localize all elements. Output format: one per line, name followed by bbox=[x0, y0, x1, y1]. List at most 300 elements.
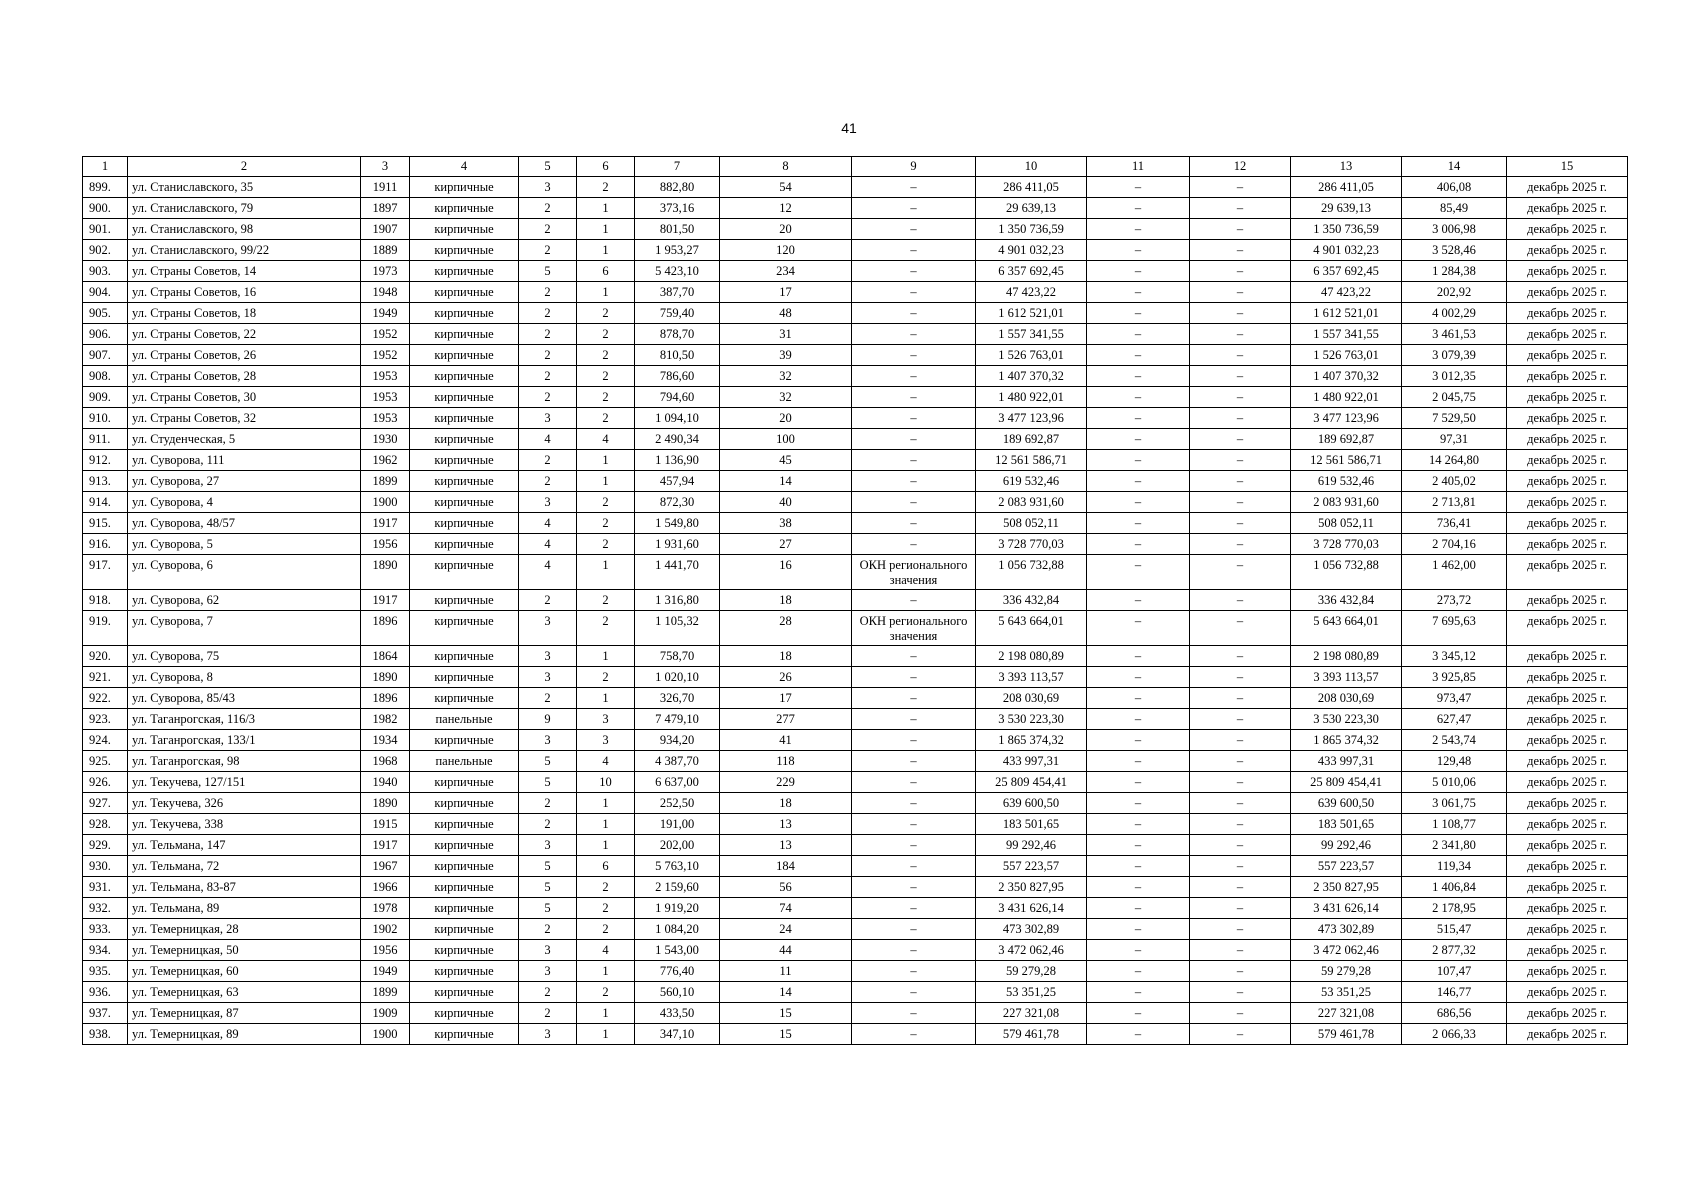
cell-residents: 18 bbox=[720, 590, 852, 611]
cell-col-11: – bbox=[1087, 513, 1190, 534]
cell-wall-material: кирпичные bbox=[410, 982, 519, 1003]
cell-address: ул. Суворова, 4 bbox=[128, 492, 361, 513]
cell-residents: 54 bbox=[720, 177, 852, 198]
cell-floors: 2 bbox=[519, 471, 577, 492]
column-header-11: 11 bbox=[1087, 157, 1190, 177]
cell-col-11: – bbox=[1087, 688, 1190, 709]
cell-area: 1 543,00 bbox=[635, 940, 720, 961]
cell-cost-per-sqm: 2 045,75 bbox=[1402, 387, 1507, 408]
cell-entrances: 2 bbox=[577, 345, 635, 366]
cell-col-12: – bbox=[1190, 219, 1291, 240]
column-header-1: 1 bbox=[83, 157, 128, 177]
cell-year-built: 1966 bbox=[361, 877, 410, 898]
column-header-9: 9 bbox=[852, 157, 976, 177]
cell-col-12: – bbox=[1190, 646, 1291, 667]
cell-col-12: – bbox=[1190, 303, 1291, 324]
cell-area: 1 441,70 bbox=[635, 555, 720, 590]
cell-col-12: – bbox=[1190, 835, 1291, 856]
cell-total-cost: 619 532,46 bbox=[1291, 471, 1402, 492]
cell-deadline: декабрь 2025 г. bbox=[1507, 730, 1628, 751]
table-row bbox=[83, 646, 1628, 667]
cell-residents: 14 bbox=[720, 471, 852, 492]
cell-col-11: – bbox=[1087, 219, 1190, 240]
table-row bbox=[83, 940, 1628, 961]
cell-address: ул. Студенческая, 5 bbox=[128, 429, 361, 450]
cell-heritage-status: – bbox=[852, 387, 976, 408]
cell-wall-material: кирпичные bbox=[410, 492, 519, 513]
column-header-3: 3 bbox=[361, 157, 410, 177]
cell-deadline: декабрь 2025 г. bbox=[1507, 324, 1628, 345]
cell-deadline: декабрь 2025 г. bbox=[1507, 282, 1628, 303]
cell-address: ул. Суворова, 111 bbox=[128, 450, 361, 471]
table-row bbox=[83, 877, 1628, 898]
table-row bbox=[83, 751, 1628, 772]
cell-area: 1 084,20 bbox=[635, 919, 720, 940]
cell-deadline: декабрь 2025 г. bbox=[1507, 898, 1628, 919]
table-row bbox=[83, 366, 1628, 387]
cell-residents: 18 bbox=[720, 646, 852, 667]
cell-total-cost: 473 302,89 bbox=[1291, 919, 1402, 940]
cell-col-12: – bbox=[1190, 324, 1291, 345]
cell-row-number: 925. bbox=[83, 751, 128, 772]
cell-entrances: 1 bbox=[577, 961, 635, 982]
cell-residents: 32 bbox=[720, 387, 852, 408]
cell-total-cost: 12 561 586,71 bbox=[1291, 450, 1402, 471]
cell-floors: 3 bbox=[519, 408, 577, 429]
cell-col-11: – bbox=[1087, 282, 1190, 303]
cell-cost: 189 692,87 bbox=[976, 429, 1087, 450]
cell-wall-material: кирпичные bbox=[410, 387, 519, 408]
cell-cost-per-sqm: 3 079,39 bbox=[1402, 345, 1507, 366]
cell-floors: 3 bbox=[519, 492, 577, 513]
table-row bbox=[83, 1024, 1628, 1045]
cell-address: ул. Суворова, 85/43 bbox=[128, 688, 361, 709]
cell-wall-material: кирпичные bbox=[410, 366, 519, 387]
cell-entrances: 4 bbox=[577, 751, 635, 772]
cell-wall-material: кирпичные bbox=[410, 471, 519, 492]
cell-col-12: – bbox=[1190, 961, 1291, 982]
cell-floors: 5 bbox=[519, 261, 577, 282]
cell-wall-material: кирпичные bbox=[410, 590, 519, 611]
cell-cost: 557 223,57 bbox=[976, 856, 1087, 877]
cell-area: 202,00 bbox=[635, 835, 720, 856]
cell-area: 786,60 bbox=[635, 366, 720, 387]
table-row bbox=[83, 835, 1628, 856]
cell-residents: 38 bbox=[720, 513, 852, 534]
cell-cost: 286 411,05 bbox=[976, 177, 1087, 198]
cell-address: ул. Страны Советов, 14 bbox=[128, 261, 361, 282]
cell-address: ул. Темерницкая, 28 bbox=[128, 919, 361, 940]
cell-address: ул. Суворова, 5 bbox=[128, 534, 361, 555]
cell-cost-per-sqm: 2 066,33 bbox=[1402, 1024, 1507, 1045]
cell-row-number: 916. bbox=[83, 534, 128, 555]
cell-row-number: 914. bbox=[83, 492, 128, 513]
cell-cost-per-sqm: 736,41 bbox=[1402, 513, 1507, 534]
cell-floors: 2 bbox=[519, 219, 577, 240]
cell-wall-material: кирпичные bbox=[410, 919, 519, 940]
cell-year-built: 1896 bbox=[361, 688, 410, 709]
cell-deadline: декабрь 2025 г. bbox=[1507, 534, 1628, 555]
cell-total-cost: 508 052,11 bbox=[1291, 513, 1402, 534]
cell-year-built: 1890 bbox=[361, 667, 410, 688]
cell-row-number: 901. bbox=[83, 219, 128, 240]
cell-col-12: – bbox=[1190, 240, 1291, 261]
cell-address: ул. Суворова, 48/57 bbox=[128, 513, 361, 534]
cell-entrances: 2 bbox=[577, 877, 635, 898]
cell-col-12: – bbox=[1190, 513, 1291, 534]
cell-cost-per-sqm: 515,47 bbox=[1402, 919, 1507, 940]
cell-col-12: – bbox=[1190, 534, 1291, 555]
cell-cost-per-sqm: 4 002,29 bbox=[1402, 303, 1507, 324]
cell-address: ул. Суворова, 62 bbox=[128, 590, 361, 611]
cell-deadline: декабрь 2025 г. bbox=[1507, 772, 1628, 793]
table-row bbox=[83, 1003, 1628, 1024]
cell-col-11: – bbox=[1087, 709, 1190, 730]
cell-col-11: – bbox=[1087, 1003, 1190, 1024]
cell-year-built: 1949 bbox=[361, 303, 410, 324]
cell-residents: 27 bbox=[720, 534, 852, 555]
cell-entrances: 1 bbox=[577, 646, 635, 667]
cell-address: ул. Тельмана, 72 bbox=[128, 856, 361, 877]
cell-year-built: 1911 bbox=[361, 177, 410, 198]
table-row bbox=[83, 450, 1628, 471]
cell-row-number: 902. bbox=[83, 240, 128, 261]
cell-cost-per-sqm: 2 405,02 bbox=[1402, 471, 1507, 492]
cell-col-11: – bbox=[1087, 835, 1190, 856]
cell-address: ул. Станиславского, 79 bbox=[128, 198, 361, 219]
cell-wall-material: кирпичные bbox=[410, 688, 519, 709]
cell-cost: 1 557 341,55 bbox=[976, 324, 1087, 345]
cell-heritage-status: – bbox=[852, 324, 976, 345]
cell-total-cost: 183 501,65 bbox=[1291, 814, 1402, 835]
cell-year-built: 1899 bbox=[361, 471, 410, 492]
cell-cost-per-sqm: 97,31 bbox=[1402, 429, 1507, 450]
cell-row-number: 934. bbox=[83, 940, 128, 961]
cell-col-12: – bbox=[1190, 345, 1291, 366]
cell-col-11: – bbox=[1087, 240, 1190, 261]
cell-cost-per-sqm: 2 178,95 bbox=[1402, 898, 1507, 919]
cell-heritage-status: – bbox=[852, 835, 976, 856]
cell-residents: 15 bbox=[720, 1024, 852, 1045]
cell-cost-per-sqm: 7 695,63 bbox=[1402, 611, 1507, 646]
cell-cost: 25 809 454,41 bbox=[976, 772, 1087, 793]
cell-cost: 619 532,46 bbox=[976, 471, 1087, 492]
cell-cost: 4 901 032,23 bbox=[976, 240, 1087, 261]
cell-year-built: 1956 bbox=[361, 534, 410, 555]
cell-row-number: 910. bbox=[83, 408, 128, 429]
cell-wall-material: кирпичные bbox=[410, 324, 519, 345]
cell-address: ул. Станиславского, 35 bbox=[128, 177, 361, 198]
cell-floors: 5 bbox=[519, 856, 577, 877]
cell-area: 1 549,80 bbox=[635, 513, 720, 534]
cell-total-cost: 2 083 931,60 bbox=[1291, 492, 1402, 513]
cell-entrances: 1 bbox=[577, 450, 635, 471]
cell-year-built: 1968 bbox=[361, 751, 410, 772]
cell-heritage-status: – bbox=[852, 961, 976, 982]
cell-wall-material: кирпичные bbox=[410, 1003, 519, 1024]
cell-heritage-status: – bbox=[852, 1024, 976, 1045]
cell-entrances: 2 bbox=[577, 982, 635, 1003]
cell-row-number: 931. bbox=[83, 877, 128, 898]
cell-wall-material: кирпичные bbox=[410, 513, 519, 534]
cell-deadline: декабрь 2025 г. bbox=[1507, 450, 1628, 471]
cell-year-built: 1940 bbox=[361, 772, 410, 793]
cell-total-cost: 208 030,69 bbox=[1291, 688, 1402, 709]
cell-residents: 229 bbox=[720, 772, 852, 793]
table-row bbox=[83, 534, 1628, 555]
cell-residents: 40 bbox=[720, 492, 852, 513]
cell-address: ул. Тельмана, 83-87 bbox=[128, 877, 361, 898]
cell-deadline: декабрь 2025 г. bbox=[1507, 345, 1628, 366]
cell-row-number: 923. bbox=[83, 709, 128, 730]
cell-col-12: – bbox=[1190, 898, 1291, 919]
cell-deadline: декабрь 2025 г. bbox=[1507, 513, 1628, 534]
cell-cost: 2 350 827,95 bbox=[976, 877, 1087, 898]
cell-deadline: декабрь 2025 г. bbox=[1507, 667, 1628, 688]
cell-cost: 208 030,69 bbox=[976, 688, 1087, 709]
cell-address: ул. Станиславского, 98 bbox=[128, 219, 361, 240]
cell-residents: 13 bbox=[720, 814, 852, 835]
cell-wall-material: кирпичные bbox=[410, 898, 519, 919]
cell-col-12: – bbox=[1190, 261, 1291, 282]
cell-col-12: – bbox=[1190, 387, 1291, 408]
cell-address: ул. Таганрогская, 116/3 bbox=[128, 709, 361, 730]
cell-row-number: 920. bbox=[83, 646, 128, 667]
cell-col-12: – bbox=[1190, 814, 1291, 835]
cell-cost-per-sqm: 1 406,84 bbox=[1402, 877, 1507, 898]
table-row bbox=[83, 898, 1628, 919]
cell-cost: 12 561 586,71 bbox=[976, 450, 1087, 471]
cell-deadline: декабрь 2025 г. bbox=[1507, 366, 1628, 387]
cell-address: ул. Текучева, 127/151 bbox=[128, 772, 361, 793]
table-row bbox=[83, 282, 1628, 303]
cell-floors: 3 bbox=[519, 835, 577, 856]
cell-cost-per-sqm: 686,56 bbox=[1402, 1003, 1507, 1024]
cell-deadline: декабрь 2025 г. bbox=[1507, 961, 1628, 982]
cell-cost-per-sqm: 14 264,80 bbox=[1402, 450, 1507, 471]
cell-cost-per-sqm: 2 713,81 bbox=[1402, 492, 1507, 513]
cell-col-11: – bbox=[1087, 814, 1190, 835]
cell-col-12: – bbox=[1190, 730, 1291, 751]
cell-address: ул. Суворова, 6 bbox=[128, 555, 361, 590]
cell-year-built: 1900 bbox=[361, 1024, 410, 1045]
cell-floors: 2 bbox=[519, 590, 577, 611]
cell-col-12: – bbox=[1190, 450, 1291, 471]
cell-year-built: 1967 bbox=[361, 856, 410, 877]
cell-wall-material: кирпичные bbox=[410, 877, 519, 898]
table-header-row bbox=[83, 157, 1628, 177]
cell-year-built: 1978 bbox=[361, 898, 410, 919]
cell-area: 882,80 bbox=[635, 177, 720, 198]
cell-cost-per-sqm: 273,72 bbox=[1402, 590, 1507, 611]
column-header-14: 14 bbox=[1402, 157, 1507, 177]
cell-entrances: 1 bbox=[577, 219, 635, 240]
cell-heritage-status: – bbox=[852, 261, 976, 282]
table-row bbox=[83, 345, 1628, 366]
cell-floors: 2 bbox=[519, 1003, 577, 1024]
cell-cost-per-sqm: 2 877,32 bbox=[1402, 940, 1507, 961]
cell-floors: 3 bbox=[519, 961, 577, 982]
cell-deadline: декабрь 2025 г. bbox=[1507, 1003, 1628, 1024]
cell-deadline: декабрь 2025 г. bbox=[1507, 814, 1628, 835]
cell-deadline: декабрь 2025 г. bbox=[1507, 240, 1628, 261]
cell-cost: 639 600,50 bbox=[976, 793, 1087, 814]
cell-area: 4 387,70 bbox=[635, 751, 720, 772]
cell-residents: 184 bbox=[720, 856, 852, 877]
table-row bbox=[83, 387, 1628, 408]
cell-year-built: 1917 bbox=[361, 513, 410, 534]
cell-col-11: – bbox=[1087, 793, 1190, 814]
cell-address: ул. Страны Советов, 22 bbox=[128, 324, 361, 345]
table-row bbox=[83, 856, 1628, 877]
cell-cost-per-sqm: 146,77 bbox=[1402, 982, 1507, 1003]
cell-cost-per-sqm: 973,47 bbox=[1402, 688, 1507, 709]
cell-area: 560,10 bbox=[635, 982, 720, 1003]
cell-entrances: 1 bbox=[577, 793, 635, 814]
column-header-4: 4 bbox=[410, 157, 519, 177]
cell-floors: 5 bbox=[519, 751, 577, 772]
cell-col-12: – bbox=[1190, 793, 1291, 814]
cell-col-11: – bbox=[1087, 877, 1190, 898]
cell-year-built: 1896 bbox=[361, 611, 410, 646]
cell-row-number: 918. bbox=[83, 590, 128, 611]
cell-heritage-status: – bbox=[852, 345, 976, 366]
cell-total-cost: 3 728 770,03 bbox=[1291, 534, 1402, 555]
cell-row-number: 919. bbox=[83, 611, 128, 646]
cell-year-built: 1915 bbox=[361, 814, 410, 835]
cell-floors: 2 bbox=[519, 919, 577, 940]
cell-col-12: – bbox=[1190, 709, 1291, 730]
cell-cost-per-sqm: 1 284,38 bbox=[1402, 261, 1507, 282]
cell-total-cost: 3 530 223,30 bbox=[1291, 709, 1402, 730]
cell-residents: 48 bbox=[720, 303, 852, 324]
cell-cost: 6 357 692,45 bbox=[976, 261, 1087, 282]
cell-year-built: 1952 bbox=[361, 324, 410, 345]
cell-wall-material: панельные bbox=[410, 751, 519, 772]
cell-total-cost: 3 477 123,96 bbox=[1291, 408, 1402, 429]
cell-floors: 3 bbox=[519, 646, 577, 667]
cell-col-11: – bbox=[1087, 387, 1190, 408]
cell-heritage-status: – bbox=[852, 667, 976, 688]
cell-col-11: – bbox=[1087, 492, 1190, 513]
cell-col-12: – bbox=[1190, 751, 1291, 772]
cell-residents: 20 bbox=[720, 219, 852, 240]
cell-wall-material: кирпичные bbox=[410, 240, 519, 261]
cell-heritage-status: – bbox=[852, 730, 976, 751]
cell-cost: 1 056 732,88 bbox=[976, 555, 1087, 590]
cell-col-12: – bbox=[1190, 688, 1291, 709]
cell-cost: 1 350 736,59 bbox=[976, 219, 1087, 240]
cell-floors: 5 bbox=[519, 772, 577, 793]
cell-col-12: – bbox=[1190, 856, 1291, 877]
cell-heritage-status: – bbox=[852, 177, 976, 198]
cell-col-12: – bbox=[1190, 366, 1291, 387]
cell-floors: 5 bbox=[519, 898, 577, 919]
cell-total-cost: 227 321,08 bbox=[1291, 1003, 1402, 1024]
cell-entrances: 2 bbox=[577, 177, 635, 198]
cell-area: 6 637,00 bbox=[635, 772, 720, 793]
cell-deadline: декабрь 2025 г. bbox=[1507, 940, 1628, 961]
cell-row-number: 908. bbox=[83, 366, 128, 387]
cell-area: 1 953,27 bbox=[635, 240, 720, 261]
table-row bbox=[83, 198, 1628, 219]
cell-cost: 1 407 370,32 bbox=[976, 366, 1087, 387]
cell-col-11: – bbox=[1087, 198, 1190, 219]
table-row bbox=[83, 667, 1628, 688]
cell-deadline: декабрь 2025 г. bbox=[1507, 219, 1628, 240]
table-row bbox=[83, 513, 1628, 534]
cell-deadline: декабрь 2025 г. bbox=[1507, 492, 1628, 513]
cell-col-12: – bbox=[1190, 772, 1291, 793]
cell-deadline: декабрь 2025 г. bbox=[1507, 261, 1628, 282]
cell-cost: 579 461,78 bbox=[976, 1024, 1087, 1045]
cell-residents: 32 bbox=[720, 366, 852, 387]
cell-address: ул. Текучева, 326 bbox=[128, 793, 361, 814]
cell-area: 1 136,90 bbox=[635, 450, 720, 471]
cell-wall-material: кирпичные bbox=[410, 730, 519, 751]
cell-entrances: 1 bbox=[577, 282, 635, 303]
table-row bbox=[83, 240, 1628, 261]
cell-cost-per-sqm: 2 543,74 bbox=[1402, 730, 1507, 751]
cell-col-11: – bbox=[1087, 303, 1190, 324]
cell-year-built: 1953 bbox=[361, 387, 410, 408]
cell-area: 7 479,10 bbox=[635, 709, 720, 730]
cell-year-built: 1953 bbox=[361, 366, 410, 387]
cell-cost: 3 393 113,57 bbox=[976, 667, 1087, 688]
cell-wall-material: кирпичные bbox=[410, 856, 519, 877]
cell-total-cost: 1 865 374,32 bbox=[1291, 730, 1402, 751]
table-row bbox=[83, 611, 1628, 646]
cell-area: 1 105,32 bbox=[635, 611, 720, 646]
cell-deadline: декабрь 2025 г. bbox=[1507, 835, 1628, 856]
cell-wall-material: кирпичные bbox=[410, 555, 519, 590]
cell-row-number: 921. bbox=[83, 667, 128, 688]
cell-col-11: – bbox=[1087, 408, 1190, 429]
cell-residents: 100 bbox=[720, 429, 852, 450]
cell-row-number: 928. bbox=[83, 814, 128, 835]
cell-entrances: 2 bbox=[577, 590, 635, 611]
cell-year-built: 1890 bbox=[361, 793, 410, 814]
table-row bbox=[83, 555, 1628, 590]
cell-entrances: 6 bbox=[577, 856, 635, 877]
cell-residents: 31 bbox=[720, 324, 852, 345]
table-row bbox=[83, 492, 1628, 513]
cell-row-number: 930. bbox=[83, 856, 128, 877]
cell-total-cost: 1 056 732,88 bbox=[1291, 555, 1402, 590]
cell-wall-material: кирпичные bbox=[410, 1024, 519, 1045]
cell-residents: 11 bbox=[720, 961, 852, 982]
cell-heritage-status: – bbox=[852, 450, 976, 471]
table-row bbox=[83, 324, 1628, 345]
cell-total-cost: 99 292,46 bbox=[1291, 835, 1402, 856]
cell-deadline: декабрь 2025 г. bbox=[1507, 688, 1628, 709]
cell-residents: 118 bbox=[720, 751, 852, 772]
cell-address: ул. Суворова, 27 bbox=[128, 471, 361, 492]
cell-wall-material: кирпичные bbox=[410, 667, 519, 688]
column-header-6: 6 bbox=[577, 157, 635, 177]
cell-heritage-status: – bbox=[852, 366, 976, 387]
cell-floors: 2 bbox=[519, 303, 577, 324]
cell-cost: 59 279,28 bbox=[976, 961, 1087, 982]
cell-area: 934,20 bbox=[635, 730, 720, 751]
table-row bbox=[83, 429, 1628, 450]
cell-area: 387,70 bbox=[635, 282, 720, 303]
cell-year-built: 1962 bbox=[361, 450, 410, 471]
cell-address: ул. Страны Советов, 28 bbox=[128, 366, 361, 387]
cell-area: 2 159,60 bbox=[635, 877, 720, 898]
table-row bbox=[83, 303, 1628, 324]
cell-year-built: 1917 bbox=[361, 835, 410, 856]
